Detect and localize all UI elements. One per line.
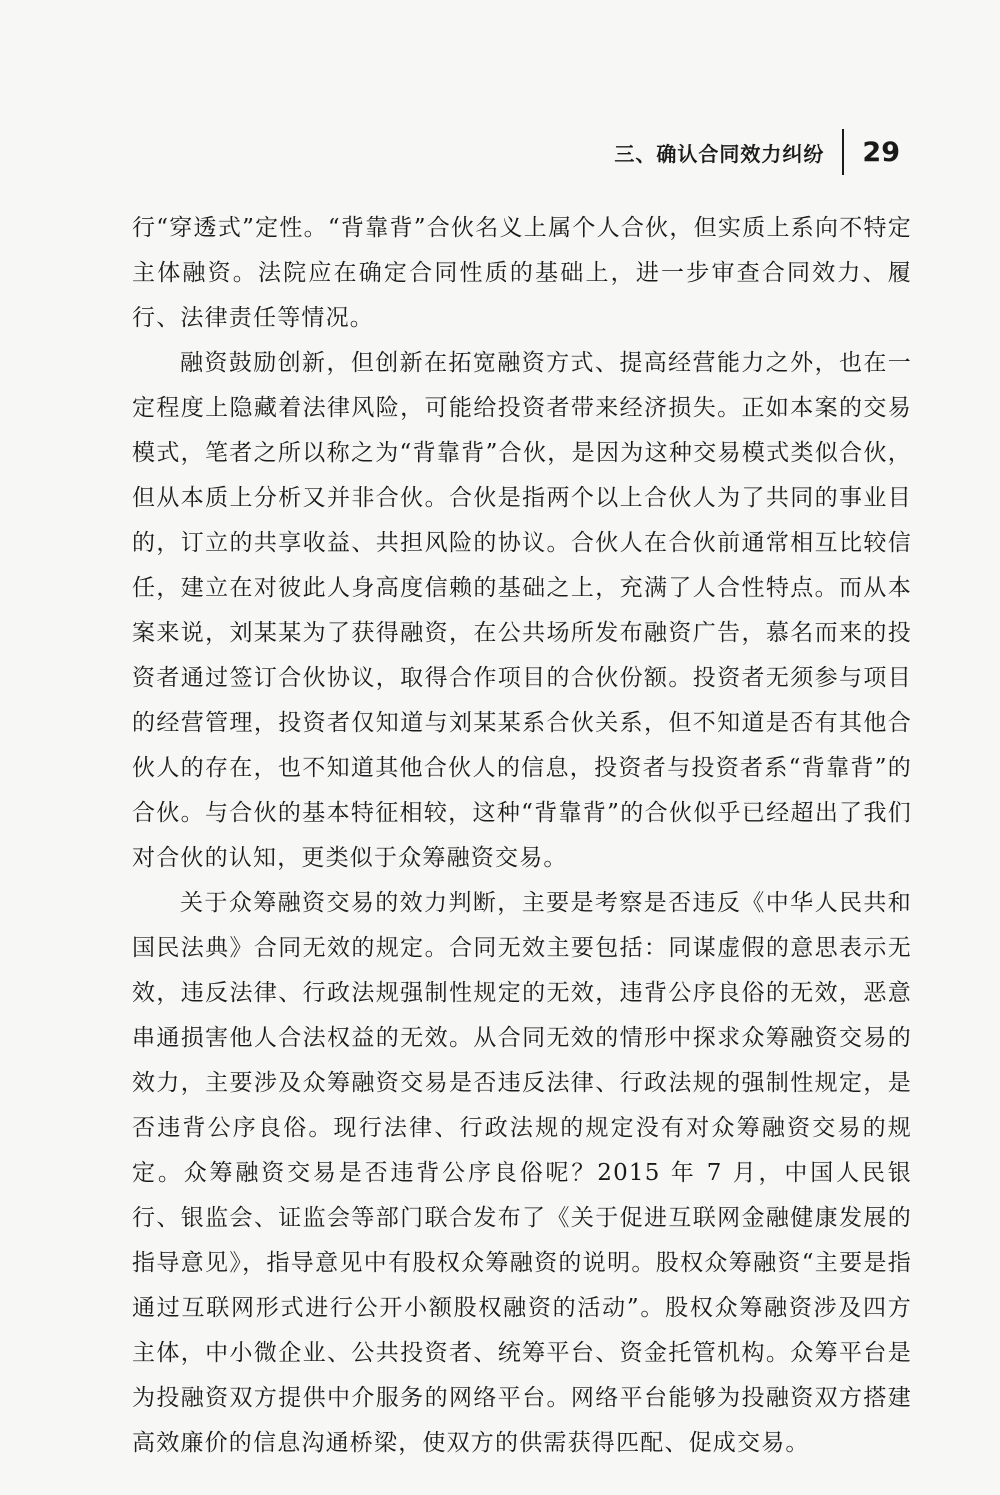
running-title: 三、确认合同效力纠纷 bbox=[614, 141, 825, 166]
page-header bbox=[614, 128, 900, 176]
paragraph-continuation: 行“穿透式”定性。“背靠背”合伙名义上属个人合伙，但实质上系向不特定主体融资。法院应在确定合同性质的基础上，进一步审查合同效力、履行、法律责任等情况。 bbox=[132, 215, 912, 331]
paragraph: 关于众筹融资交易的效力判断，主要是考察是否违反《中华人民共和国民法典》合同无效的规定。合同无效主要包括：同谋虚假的意思表示无效，违反法律、行政法规强制性规定的无效，违背公序良俗的无效，恶意串通损害他人合法权益的无效。从合同无效的情形中探求众筹融资交易的效力，主要涉及众筹融资交易是否违反法律、行政法规的强制性规定，是否违背公序良俗。现行法律、行政法规的规定没有对众筹融资交易的规定。众筹融资交易是否违背公序良俗呢？2015 年 7 月，中国人民银行、银监会、证监会等部门联合发布了《关于促进互联网金融健康发展的指导意见》，指导意见中有股权众筹融资的说明。股权众筹融资“主要是指通过互联网形式进行公开小额股权融资的活动”。股权众筹融资涉及四方主体，中小微企业、公共投资者、统筹平台、资金托管机构。众筹平台是为投融资双方提供中介服务的网络平台。网络平台能够为投融资双方搭建高效廉价的信息沟通桥梁，使双方的供需获得匹配、促成交易。 bbox=[132, 890, 912, 1456]
page-number: 29 bbox=[862, 136, 900, 168]
header-divider bbox=[842, 129, 844, 175]
body-text bbox=[132, 206, 912, 1466]
paragraph: 融资鼓励创新，但创新在拓宽融资方式、提高经营能力之外，也在一定程度上隐藏着法律风险，可能给投资者带来经济损失。正如本案的交易模式，笔者之所以称之为“背靠背”合伙，是因为这种交易模式类似合伙，但从本质上分析又并非合伙。合伙是指两个以上合伙人为了共同的事业目的，订立的共享收益、共担风险的协议。合伙人在合伙前通常相互比较信任，建立在对彼此人身高度信赖的基础之上，充满了人合性特点。而从本案来说，刘某某为了获得融资，在公共场所发布融资广告，慕名而来的投资者通过签订合伙协议，取得合作项目的合伙份额。投资者无须参与项目的经营管理，投资者仅知道与刘某某系合伙关系，但不知道是否有其他合伙人的存在，也不知道其他合伙人的信息，投资者与投资者系“背靠背”的合伙。与合伙的基本特征相较，这种“背靠背”的合伙似乎已经超出了我们对合伙的认知，更类似于众筹融资交易。 bbox=[132, 350, 912, 871]
